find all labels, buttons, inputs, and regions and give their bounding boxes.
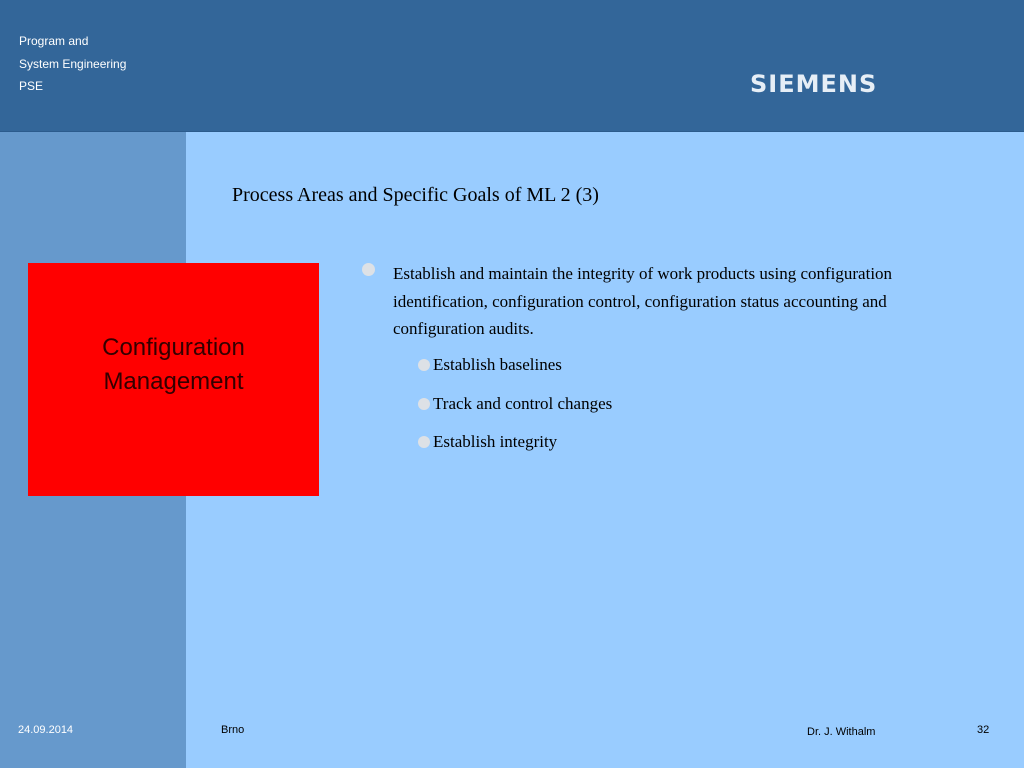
sub-bullet-text: Establish integrity (433, 432, 558, 451)
footer-page-number: 32 (977, 724, 990, 736)
configuration-management-box (28, 263, 319, 496)
sub-bullet-text: Establish baselines (433, 355, 562, 374)
siemens-logo: SIEMENS (750, 70, 878, 98)
footer-location: Brno (221, 724, 245, 736)
box-label (102, 331, 245, 399)
box-label-line-2: Management (103, 367, 244, 395)
bullet-dot-icon (418, 436, 430, 448)
header-bar (0, 0, 1024, 132)
bullet-dot-icon (418, 398, 430, 410)
bullet-dot-icon (362, 263, 375, 276)
slide-title: Process Areas and Specific Goals of ML 2 (3) (232, 184, 599, 206)
footer-date: 24.09.2014 (18, 724, 74, 736)
org-line-1: Program and (19, 34, 89, 48)
org-line-3: PSE (19, 79, 44, 93)
sub-bullet-text: Track and control changes (433, 394, 613, 413)
main-bullet-text: Establish and maintain the integrity of work products using configuration identification, configuration control, configuration status accounting and configuration audits. (393, 264, 893, 338)
footer-author: Dr. J. Withalm (807, 726, 876, 738)
org-line-2: System Engineering (19, 57, 127, 71)
box-label-line-1: Configuration (102, 333, 245, 361)
bullet-dot-icon (418, 359, 430, 371)
